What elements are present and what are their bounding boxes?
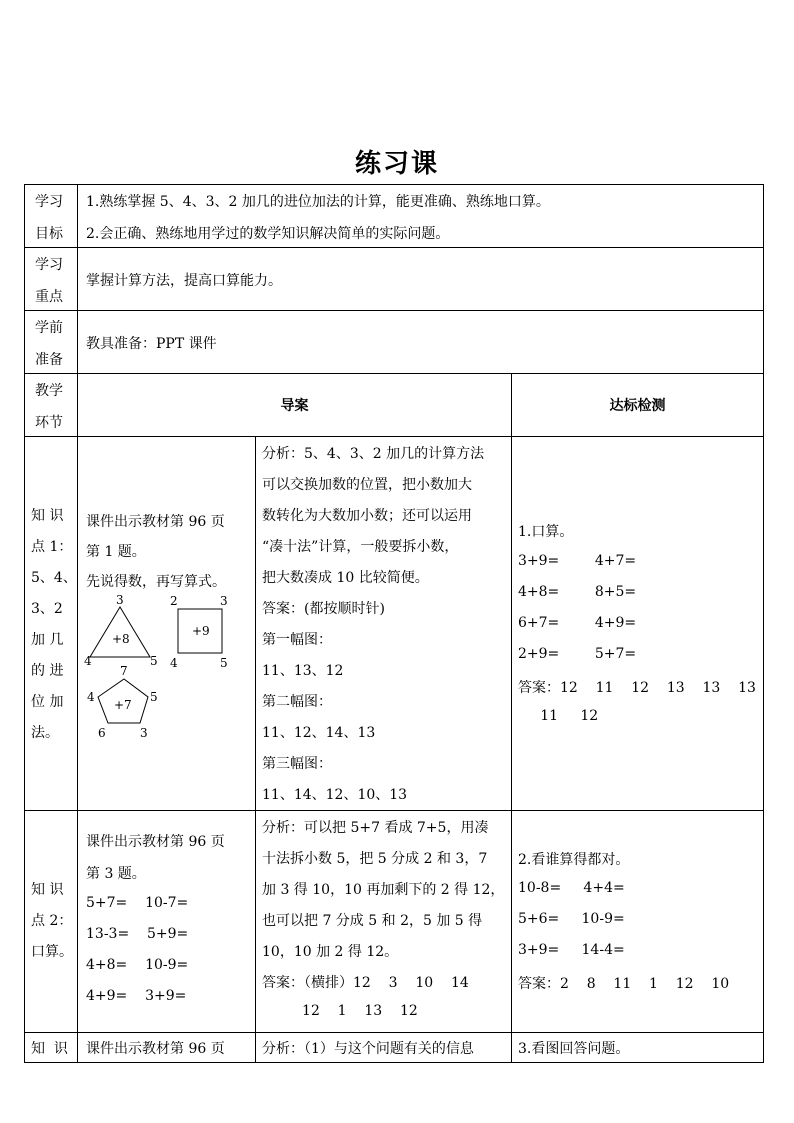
row-focus [25, 248, 764, 311]
pentagon-center-label: +7 [114, 698, 132, 712]
k2-label-1: 知 识 [31, 882, 64, 898]
k1-analysis-2: 可以交换加数的位置，把小数加大 [262, 477, 472, 493]
prep-text: 教具准备：PPT 课件 [86, 336, 217, 352]
row-goal [25, 185, 764, 248]
k3-courseware-cell [78, 1033, 256, 1063]
k2-analysis-cell [256, 811, 512, 1033]
square-tr-number: 3 [220, 594, 228, 608]
k3-analysis-1: 分析：（1）与这个问题有关的信息 [262, 1041, 474, 1057]
k2-label-2: 点 2： [31, 913, 73, 929]
pentagon-right-number: 5 [150, 690, 158, 704]
pentagon-left-number: 4 [87, 690, 95, 704]
k1-courseware-cell [78, 437, 256, 811]
k1-analysis-cell [256, 437, 512, 811]
lesson-table [24, 184, 764, 1063]
k2-courseware-6: 4+9= 3+9= [86, 988, 187, 1004]
k1-label-8: 法。 [31, 725, 59, 741]
k1-analysis-11: 第三幅图： [262, 756, 332, 772]
prep-label-line2: 准备 [35, 352, 63, 368]
k1-check-2: 3+9= 4+7= [518, 553, 637, 569]
focus-label-cell [25, 248, 78, 311]
k1-label-6: 的 进 [31, 663, 64, 679]
k1-analysis-5: 把大数凑成 10 比较简便。 [262, 570, 429, 586]
k3-label-cell [25, 1033, 78, 1063]
k1-check-1: 1.口算。 [518, 524, 574, 540]
row-k3 [25, 1033, 764, 1063]
k2-courseware-2: 第 3 题。 [86, 866, 146, 882]
k2-courseware-4: 13-3= 5+9= [86, 926, 189, 942]
pentagon-br-number: 3 [140, 726, 148, 740]
k3-check-1: 3.看图回答问题。 [518, 1041, 630, 1057]
square-bl-number: 4 [170, 656, 178, 670]
k1-check-cell [512, 437, 764, 811]
check-header: 达标检测 [512, 374, 764, 437]
k2-courseware-cell [78, 811, 256, 1033]
k1-courseware-1: 课件出示教材第 96 页 [86, 514, 225, 530]
square-br-number: 5 [220, 656, 228, 670]
k2-analysis-2: 十法拆小数 5，把 5 分成 2 和 3，7 [262, 851, 488, 867]
square-center-label: +9 [192, 624, 210, 638]
k2-courseware-5: 4+8= 10-9= [86, 957, 189, 973]
k1-label-7: 位 加 [31, 694, 64, 710]
k1-analysis-9: 第二幅图： [262, 694, 332, 710]
focus-label-line2: 重点 [35, 289, 63, 305]
goal-label-cell [25, 185, 78, 248]
k2-label-3: 口算。 [31, 944, 73, 960]
triangle-top-number: 3 [116, 593, 124, 607]
k2-check-4: 3+9= 14-4= [518, 942, 625, 958]
k1-analysis-6: 答案：(都按顺时针) [262, 601, 385, 617]
k1-analysis-4: “凑十法”计算，一般要拆小数， [262, 539, 459, 555]
k2-analysis-1: 分析：可以把 5+7 看成 7+5，用凑 [262, 820, 489, 836]
triangle-left-number: 4 [84, 654, 92, 668]
triangle-center-label: +8 [112, 632, 130, 646]
k3-check-cell [512, 1033, 764, 1063]
k1-analysis-12: 11、14、12、10、13 [262, 787, 408, 803]
k2-label-cell [25, 811, 78, 1033]
row-section-header [25, 374, 764, 437]
goal-label-line1: 学习 [35, 194, 63, 210]
k1-analysis-8: 11、13、12 [262, 663, 344, 679]
k2-analysis-4: 也可以把 7 分成 5 和 2，5 加 5 得 [262, 913, 483, 929]
section-label-line1: 教学 [35, 383, 63, 399]
k1-check-6: 答案：12 11 12 13 13 13 [518, 680, 756, 696]
k1-courseware-3: 先说得数，再写算式。 [86, 574, 226, 590]
k1-analysis-10: 11、12、14、13 [262, 725, 376, 741]
section-label-line2: 环节 [35, 415, 63, 431]
goal-content-cell [78, 185, 764, 248]
focus-content-cell [78, 248, 764, 311]
k2-analysis-7: 12 1 13 12 [262, 1003, 418, 1019]
k1-label-2: 点 1： [31, 539, 73, 555]
goal-line-1: 1.熟练掌握 5、4、3、2 加几的进位加法的计算，能更准确、熟练地口算。 [86, 194, 550, 210]
pentagon-top-number: 7 [120, 664, 128, 678]
k2-analysis-3: 加 3 得 10，10 再加剩下的 2 得 12， [262, 882, 505, 898]
section-label-cell [25, 374, 78, 437]
pentagon-bl-number: 6 [98, 726, 106, 740]
k2-courseware-1: 课件出示教材第 96 页 [86, 834, 225, 850]
k1-label-cell [25, 437, 78, 811]
k3-courseware-1: 课件出示教材第 96 页 [86, 1041, 225, 1057]
k1-courseware-2: 第 1 题。 [86, 544, 146, 560]
focus-label-line1: 学习 [35, 257, 63, 273]
k2-check-5: 答案：2 8 11 1 12 10 [518, 976, 730, 992]
focus-text: 掌握计算方法，提高口算能力。 [86, 273, 282, 289]
k2-check-cell [512, 811, 764, 1033]
k1-check-7: 11 12 [518, 708, 599, 724]
page-title: 练习课 [354, 149, 439, 179]
row-prep [25, 311, 764, 374]
k1-check-5: 2+9= 5+7= [518, 646, 637, 662]
k1-check-3: 4+8= 8+5= [518, 584, 637, 600]
k2-check-2: 10-8= 4+4= [518, 880, 625, 896]
prep-label-cell [25, 311, 78, 374]
k2-check-1: 2.看谁算得都对。 [518, 852, 630, 868]
k2-courseware-3: 5+7= 10-7= [86, 895, 189, 911]
goal-label-line2: 目标 [35, 226, 63, 242]
k1-label-3: 5、4、 [31, 570, 77, 586]
k2-analysis-6: 答案：（横排）12 3 10 14 [262, 975, 469, 991]
row-k1 [25, 437, 764, 811]
square-tl-number: 2 [170, 594, 178, 608]
prep-label-line1: 学前 [35, 320, 63, 336]
k1-label-1: 知 识 [31, 508, 64, 524]
k1-analysis-1: 分析：5、4、3、2 加几的计算方法 [262, 446, 485, 462]
k1-analysis-3: 数转化为大数加小数；还可以运用 [262, 508, 472, 524]
k3-label-1: 知 识 [31, 1041, 68, 1057]
k3-analysis-cell [256, 1033, 512, 1063]
k1-check-4: 6+7= 4+9= [518, 615, 637, 631]
k1-label-5: 加 几 [31, 632, 64, 648]
k2-check-3: 5+6= 10-9= [518, 911, 625, 927]
triangle-right-number: 5 [150, 654, 158, 668]
row-k2 [25, 811, 764, 1033]
goal-line-2: 2.会正确、熟练地用学过的数学知识解决简单的实际问题。 [86, 226, 450, 242]
guide-header: 导案 [78, 374, 512, 437]
k1-label-4: 3、2 [31, 601, 63, 617]
k1-analysis-7: 第一幅图： [262, 632, 332, 648]
prep-content-cell [78, 311, 764, 374]
k2-analysis-5: 10，10 加 2 得 12。 [262, 944, 399, 960]
k1-shapes-figure [84, 593, 234, 743]
